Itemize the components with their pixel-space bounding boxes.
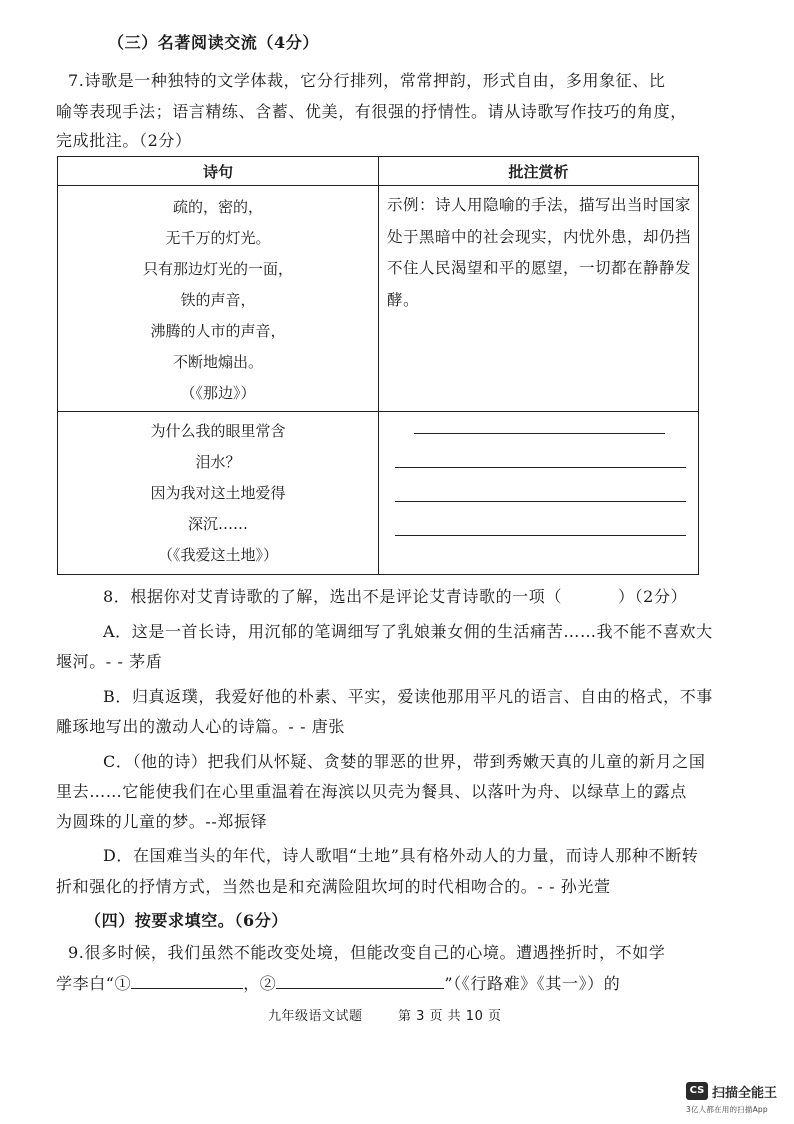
answer-blank-line[interactable] (395, 467, 686, 468)
poem-source: （《那边》） (180, 384, 256, 402)
q7-line-3: 完成批注。（2分） (56, 131, 192, 150)
option-b-line-1: B．归真返璞，我爱好他的朴素、平实，爱读他那用平凡的语言、自由的格式，不事 (103, 687, 713, 706)
option-c-line-1: C．（他的诗）把我们从怀疑、贪婪的罪恶的世界，带到秀嫩天真的儿童的新月之国 (103, 752, 706, 771)
poem-line: 不断地煽出。 (172, 353, 263, 371)
q9-line-2 (56, 972, 620, 995)
annotation-cell-1 (379, 186, 699, 412)
q8-stem-score: ）（2分） (617, 587, 688, 606)
camscanner-logo-icon: CS (686, 1082, 708, 1100)
fill-blank-1[interactable] (131, 972, 243, 989)
poem-line: 铁的声音， (180, 291, 256, 309)
table-header-row (58, 157, 699, 186)
brand-name: 扫描全能王 (712, 1086, 778, 1101)
table-row (58, 186, 699, 412)
poem-source: （《我爱这土地》） (157, 546, 278, 564)
fill-blank-2[interactable] (276, 972, 444, 989)
q7-line-2: 喻等表现手法；语言精练、含蓄、优美，有很强的抒情性。请从诗歌写作技巧的角度， (56, 102, 687, 121)
answer-blank-line[interactable] (414, 433, 665, 434)
table-row (58, 412, 699, 575)
answer-blank-line[interactable] (395, 501, 686, 502)
footer-page-number: 第 3 页 共 10 页 (398, 1009, 502, 1024)
option-a-line-1: A．这是一首长诗，用沉郁的笔调细写了乳娘兼女佣的生活痛苦……我不能不喜欢大 (103, 622, 713, 641)
option-c-line-3: 为圆珠的儿童的梦。--郑振铎 (56, 812, 268, 831)
poem-line: 沸腾的人市的声音， (150, 322, 286, 340)
poem-cell-2 (58, 412, 379, 575)
poem-line: 只有那边灯光的一面， (142, 260, 293, 278)
q9-text-mid: ，② (243, 974, 277, 993)
header-poem: 诗句 (58, 157, 379, 186)
section-4-heading: （四）按要求填空。（6分） (85, 911, 288, 930)
poem-line: 疏的，密的， (172, 198, 263, 216)
q9-text-pre: 学李白“① (56, 974, 132, 993)
poem-line: 深沉…… (187, 515, 248, 533)
brand-tagline: 3亿人都在用的扫描App (686, 1105, 768, 1114)
poem-cell-1 (58, 186, 379, 412)
option-c-line-2: 里去……它能使我们在心里重温着在海滨以贝壳为餐具、以落叶为舟、以绿草上的露点 (56, 782, 687, 801)
scanner-watermark (686, 1080, 792, 1120)
option-a-line-2: 堰河。- - 茅盾 (56, 652, 163, 671)
annotation-table (57, 156, 699, 575)
option-d-line-1: D．在国难当头的年代，诗人歌唱“土地”具有格外动人的力量，而诗人那种不断转 (103, 846, 699, 865)
answer-blank-line[interactable] (395, 535, 686, 536)
footer-subject: 九年级语文试题 (268, 1009, 363, 1024)
q9-text-post: ”（《行路难》《其一》）的 (444, 974, 621, 993)
header-annotation: 批注赏析 (379, 157, 699, 186)
annotation-cell-2[interactable] (379, 412, 699, 575)
poem-line: 为什么我的眼里常含 (150, 422, 286, 440)
section-3-heading: （三）名著阅读交流（4分） (108, 33, 319, 52)
q9-line-1: 9.很多时候，我们虽然不能改变处境，但能改变自己的心境。遭遇挫折时，不如学 (68, 943, 666, 962)
poem-line: 泪水？ (195, 453, 241, 471)
option-d-line-2: 折和强化的抒情方式，当然也是和充满险阻坎坷的时代相吻合的。- - 孙光萱 (56, 877, 611, 896)
q8-stem-text: 8．根据你对艾青诗歌的了解，选出不是评论艾青诗歌的一项（ (103, 587, 562, 606)
option-b-line-2: 雕琢地写出的激动人心的诗篇。- - 唐张 (56, 717, 345, 736)
poem-line: 因为我对这土地爱得 (150, 484, 286, 502)
example-annotation: 示例：诗人用隐喻的手法，描写出当时国家处于黑暗中的社会现实，内忧外患，却仍挡不住人民渴望和平的愿望，一切都在静静发酵。 (387, 196, 692, 309)
poem-line: 无千万的灯光。 (165, 229, 271, 247)
q7-line-1: 7.诗歌是一种独特的文学体裁，它分行排列，常常押韵，形式自由，多用象征、比 (68, 71, 666, 90)
q8-stem (103, 586, 687, 608)
